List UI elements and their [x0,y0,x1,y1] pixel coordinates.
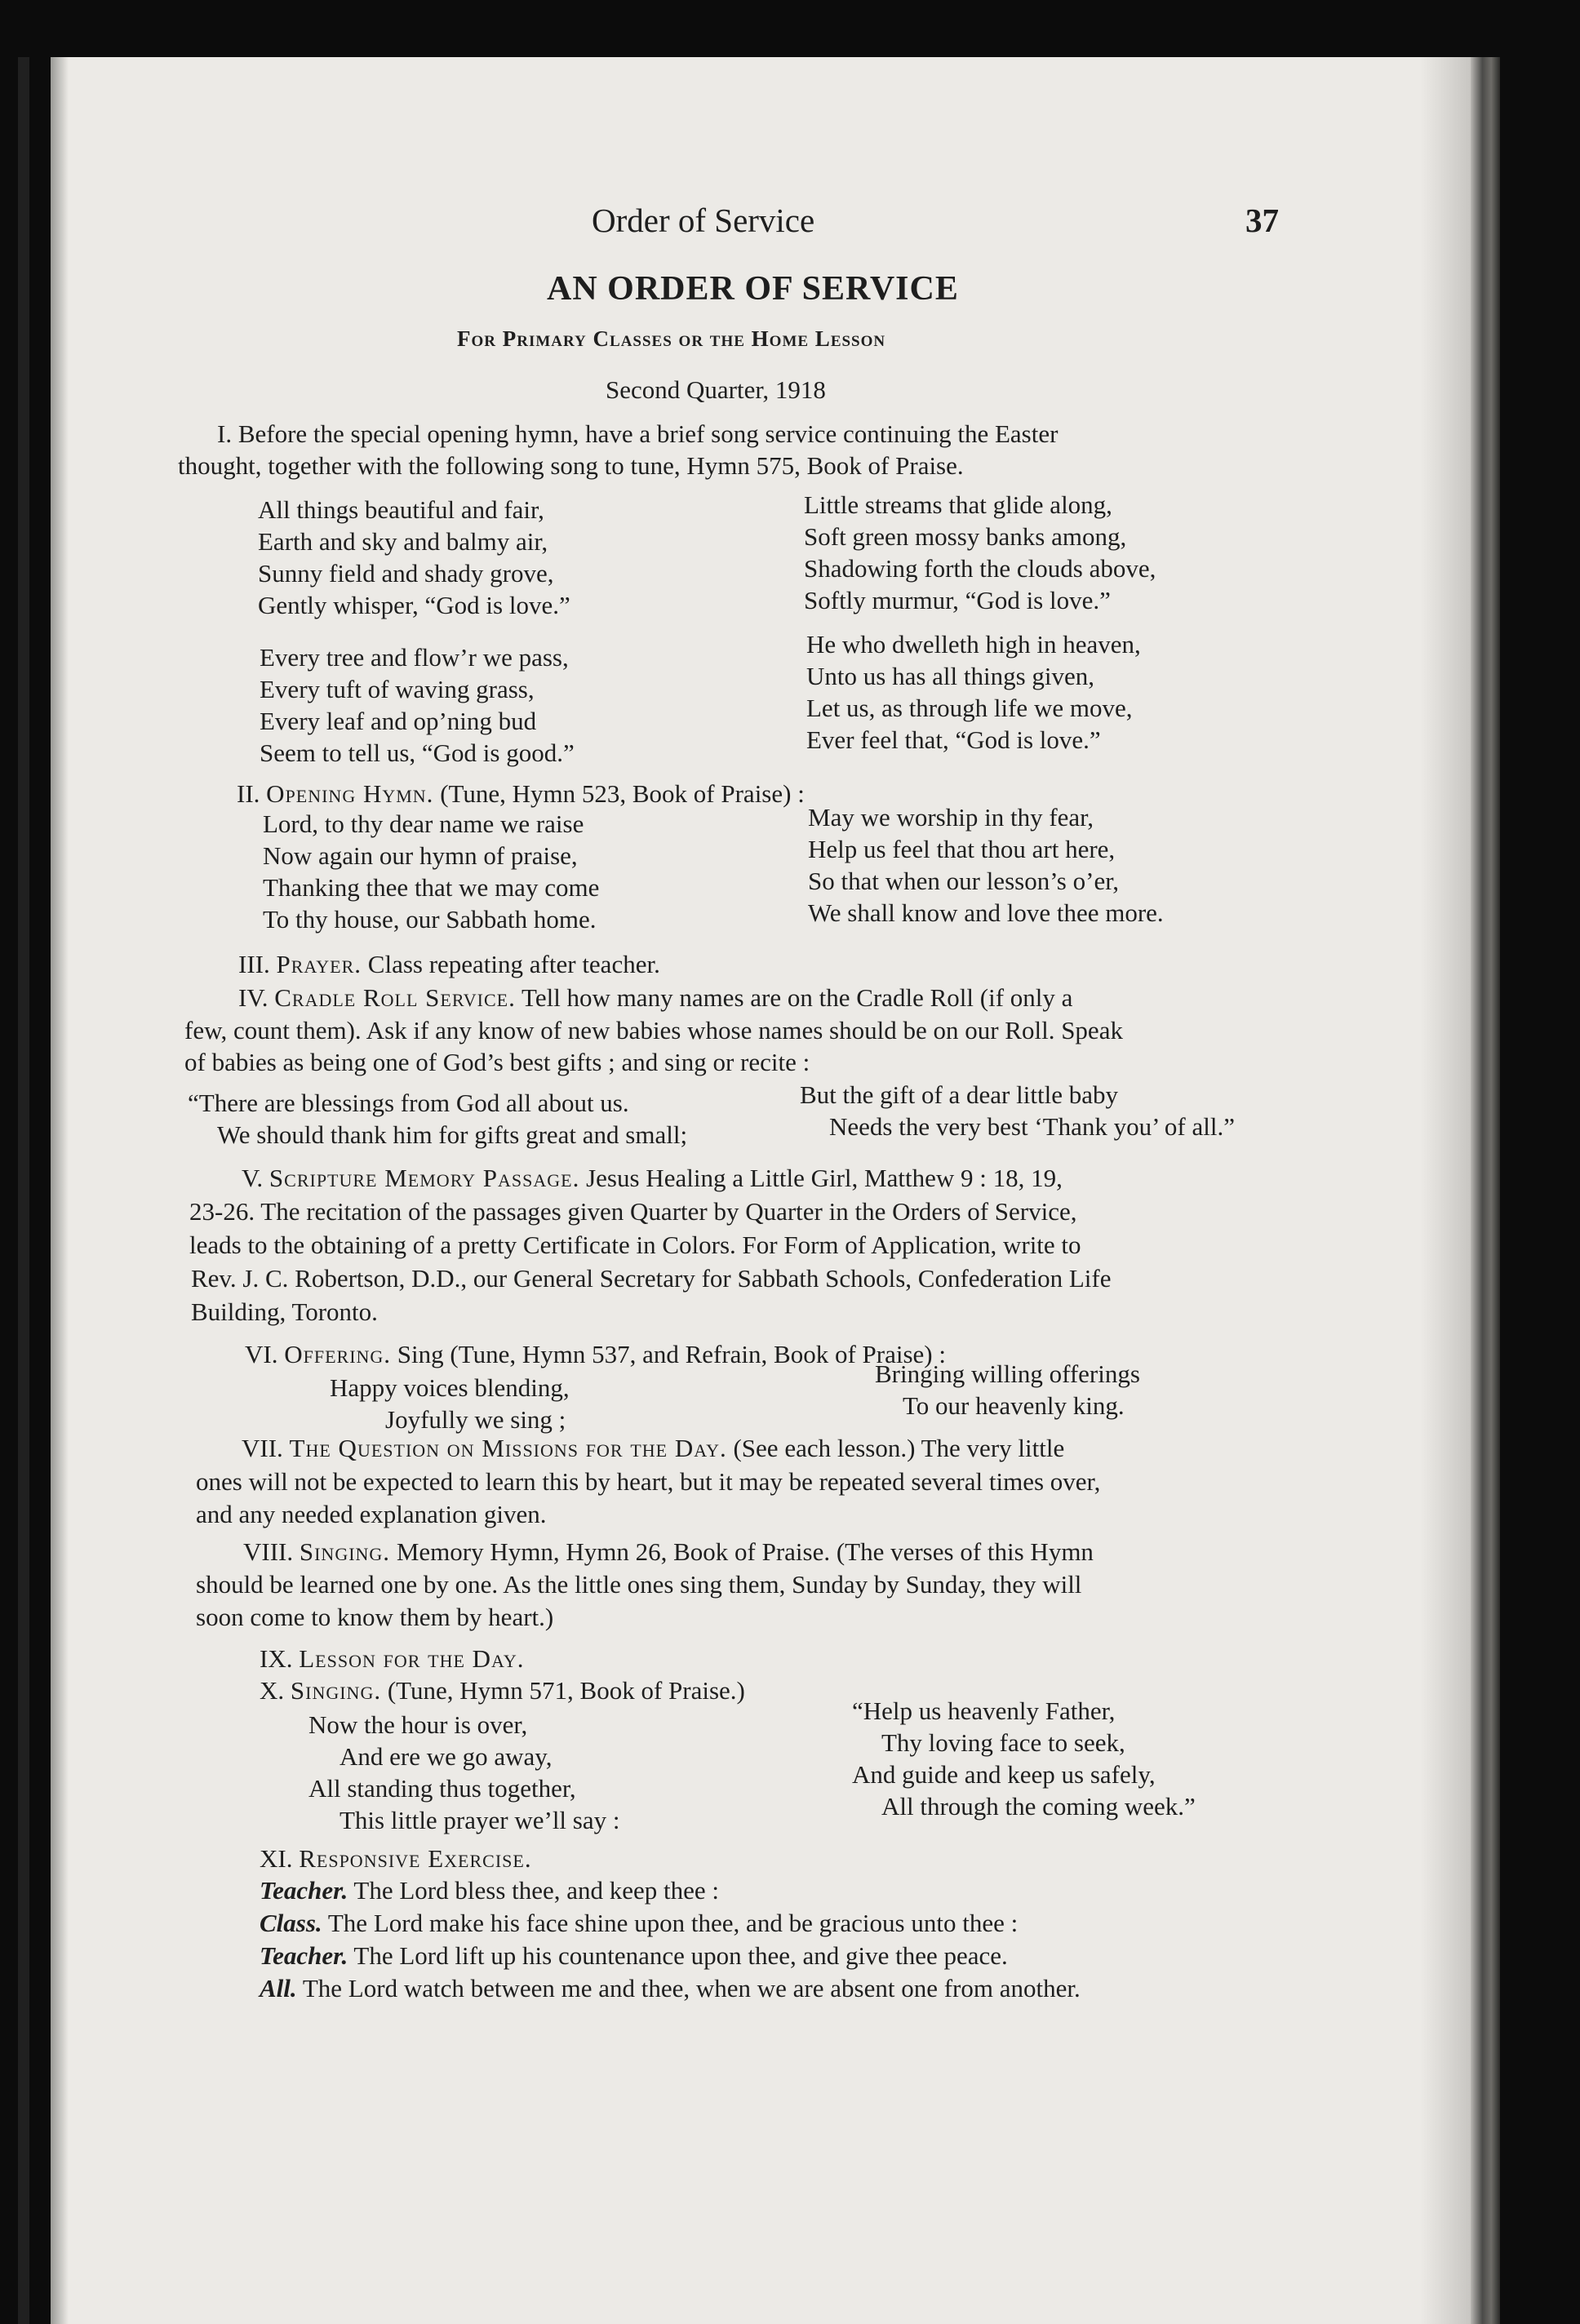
section-1-verse-b-right [806,628,1141,756]
gutter-shadow [51,57,69,2324]
section-text: Memory Hymn, Hymn 26, Book of Praise. (The verses of this Hymn [396,1537,1094,1566]
speaker-label: All. [260,1974,297,2002]
section-10-verse-left [308,1709,619,1836]
section-10-verse-right [852,1695,1196,1822]
section-label: Scripture Memory Passage. [269,1164,580,1192]
verse-line: All standing thus together, [308,1774,576,1803]
responsive-line [260,1940,1081,1972]
section-5-line-5: Building, Toronto. [191,1297,378,1326]
section-number: VII. [242,1434,283,1462]
verse-line: Let us, as through life we move, [806,694,1133,722]
page-title: AN ORDER OF SERVICE [547,270,959,308]
section-1-verse-b-left [260,641,575,769]
verse-line: Gently whisper, “God is love.” [258,591,570,619]
verse-line: Unto us has all things given, [806,662,1095,690]
verse-line: Ever feel that, “God is love.” [806,725,1101,754]
section-number: XI. [260,1844,293,1873]
verse-line: To thy house, our Sabbath home. [263,905,597,934]
section-number: III. [238,950,270,978]
section-6-verse-left [330,1372,570,1435]
section-4-verse-right [800,1079,1235,1142]
section-label: Opening Hymn. [266,779,434,808]
section-label: Singing. [290,1676,382,1705]
verse-line: Help us feel that thou art here, [808,835,1116,863]
speaker-label: Teacher. [260,1876,348,1905]
section-label: Prayer. [276,950,362,978]
verse-line: Happy voices blending, [330,1373,570,1402]
verse-line: Soft green mossy banks among, [804,522,1127,551]
section-2-verse-right [808,801,1164,929]
verse-line: Shadowing forth the clouds above, [804,554,1156,583]
section-text: (Tune, Hymn 523, Book of Praise) : [440,779,805,808]
section-text: Class repeating after teacher. [367,950,660,978]
section-text: (See each lesson.) The very little [733,1434,1065,1462]
section-7-line-2: ones will not be expected to learn this by heart, but it may be repeated several times over, [196,1467,1101,1496]
responsive-exercise [260,1874,1081,2005]
verse-line: Every leaf and op’ning bud [260,707,537,735]
page-number: 37 [1245,202,1279,239]
binding-edge [18,57,29,2324]
section-4-heading [238,982,1072,1013]
section-label: Singing. [299,1537,391,1566]
section-text: Tell how many names are on the Cradle Roll (if only a [521,983,1073,1012]
verse-line: Thy loving face to seek, [881,1728,1125,1757]
section-5-line-3: leads to the obtaining of a pretty Certificate in Colors. For Form of Application, write to [189,1231,1081,1259]
responsive-line [260,1972,1081,2005]
section-number: IV. [238,983,269,1012]
page-fore-edge [1471,57,1500,2324]
page-edge-shade [1420,57,1471,2324]
responsive-line [260,1907,1081,1940]
responsive-text: The Lord watch between me and thee, when we are absent one from another. [302,1974,1081,2002]
section-label: Offering. [284,1340,392,1368]
verse-line: And ere we go away, [340,1742,553,1771]
responsive-text: The Lord bless thee, and keep thee : [353,1876,720,1905]
verse-line: All things beautiful and fair, [258,495,544,524]
quarter-line: Second Quarter, 1918 [606,375,826,404]
section-8-line-3: soon come to know them by heart.) [196,1603,554,1631]
verse-line: “There are blessings from God all about us. [188,1089,629,1117]
section-number: VIII. [243,1537,294,1566]
section-2-heading [237,778,805,809]
verse-line: Every tuft of waving grass, [260,675,535,703]
section-4-line-3: of babies as being one of God’s best gifts ; and sing or recite : [184,1048,810,1076]
verse-line: And guide and keep us safely, [852,1760,1156,1789]
responsive-text: The Lord make his face shine upon thee, and be gracious unto thee : [327,1909,1019,1937]
section-8-heading [243,1536,1094,1568]
verse-line: To our heavenly king. [903,1391,1125,1420]
verse-line: But the gift of a dear little baby [800,1080,1118,1109]
verse-line: We should thank him for gifts great and small; [217,1120,688,1149]
section-8-line-2: should be learned one by one. As the little ones sing them, Sunday by Sunday, they will [196,1570,1082,1599]
section-1-line-1: I. Before the special opening hymn, have a brief song service continuing the Easter [217,419,1059,448]
verse-line: We shall know and love thee more. [808,898,1164,927]
speaker-label: Teacher. [260,1941,348,1970]
section-number: VI. [245,1340,278,1368]
responsive-text: The Lord lift up his countenance upon thee, and give thee peace. [353,1941,1008,1970]
section-9-heading [260,1643,525,1674]
running-head: Order of Service [592,202,815,239]
section-5-heading [242,1162,1063,1194]
section-number: II. [237,779,260,808]
section-6-heading [245,1338,946,1370]
verse-line: Lord, to thy dear name we raise [263,809,584,838]
section-2-verse-left [263,808,599,935]
section-6-verse-right [875,1358,1140,1421]
verse-line: So that when our lesson’s o’er, [808,867,1120,895]
section-text: (Tune, Hymn 571, Book of Praise.) [387,1676,745,1705]
verse-line: Earth and sky and balmy air, [258,527,548,556]
verse-line: Thanking thee that we may come [263,873,600,902]
verse-line: Softly murmur, “God is love.” [804,586,1111,614]
section-number: IX. [260,1644,293,1673]
section-text: Sing (Tune, Hymn 537, and Refrain, Book of Praise) : [397,1340,946,1368]
section-label: The Question on Missions for the Day. [289,1434,727,1462]
speaker-label: Class. [260,1909,322,1937]
verse-line: All through the coming week.” [881,1792,1196,1821]
section-10-heading [260,1674,745,1706]
verse-line: He who dwelleth high in heaven, [806,630,1141,659]
section-11-heading [260,1843,532,1874]
section-label: Cradle Roll Service. [274,983,516,1012]
verse-line: Now the hour is over, [308,1710,528,1739]
verse-line: Joyfully we sing ; [385,1405,566,1434]
section-1-line-2: thought, together with the following song to tune, Hymn 575, Book of Praise. [178,451,964,480]
verse-line: “Help us heavenly Father, [852,1696,1116,1725]
verse-line: Seem to tell us, “God is good.” [260,738,575,767]
verse-line: Bringing willing offerings [875,1359,1140,1388]
verse-line: May we worship in thy fear, [808,803,1094,832]
section-4-verse-left [188,1087,687,1151]
section-number: X. [260,1676,285,1705]
section-1-verse-a-right [804,489,1156,616]
section-5-line-2: 23-26. The recitation of the passages given Quarter by Quarter in the Orders of Service, [189,1197,1077,1226]
page-subtitle: For Primary Classes or the Home Lesson [457,326,886,351]
verse-line: This little prayer we’ll say : [340,1806,620,1834]
verse-line: Little streams that glide along, [804,490,1112,519]
verse-line: Sunny field and shady grove, [258,559,554,588]
verse-line: Needs the very best ‘Thank you’ of all.” [829,1112,1235,1141]
responsive-line [260,1874,1081,1907]
section-4-line-2: few, count them). Ask if any know of new babies whose names should be on our Roll. Speak [184,1016,1123,1044]
section-7-heading [242,1432,1064,1464]
verse-line: Now again our hymn of praise, [263,841,578,870]
section-3-heading [238,948,660,980]
section-text: Jesus Healing a Little Girl, Matthew 9 : 18, 19, [586,1164,1063,1192]
section-7-line-3: and any needed explanation given. [196,1500,547,1528]
section-5-line-4: Rev. J. C. Robertson, D.D., our General Secretary for Sabbath Schools, Confederation Life [191,1264,1112,1293]
section-label: Responsive Exercise. [299,1844,532,1873]
section-1-verse-a-left [258,494,570,621]
section-label: Lesson for the Day. [299,1644,525,1673]
verse-line: Every tree and flow’r we pass, [260,643,569,672]
section-number: V. [242,1164,264,1192]
